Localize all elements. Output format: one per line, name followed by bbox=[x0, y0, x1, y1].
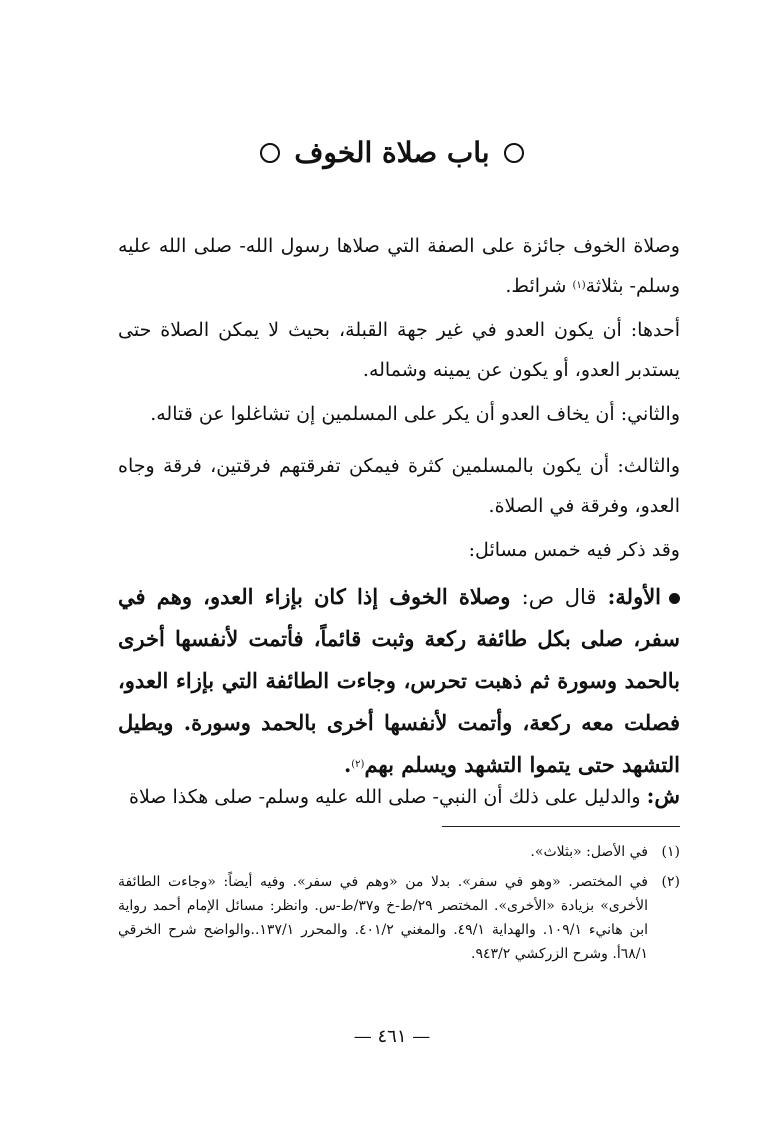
chapter-heading bbox=[0, 136, 784, 169]
footnote-item bbox=[118, 840, 680, 864]
paragraph-explanation bbox=[118, 776, 680, 817]
paragraph-condition-1: أحدها: أن يكون العدو في غير جهة القبلة، بحيث لا يمكن الصلاة حتى يستدبر العدو، أو يكون عن يمينه وشماله. bbox=[118, 319, 680, 381]
paragraph-text: شرائط. bbox=[505, 275, 567, 297]
bullet-icon bbox=[669, 593, 680, 604]
main-text bbox=[118, 446, 680, 526]
circle-ornament-icon bbox=[504, 143, 524, 163]
chapter-title: باب صلاة الخوف bbox=[294, 136, 490, 169]
paragraph-text: وصلاة الخوف جائزة على الصفة التي صلاها رسول الله- صلى الله عليه وسلم- بثلاثة bbox=[118, 235, 680, 297]
paragraph-issues-intro: وقد ذكر فيه خمس مسائل: bbox=[468, 539, 680, 561]
footnote-ref: (١) bbox=[572, 280, 586, 291]
paragraph-intro bbox=[118, 226, 680, 306]
paragraph-first-issue bbox=[118, 576, 680, 786]
issue-end: . bbox=[343, 752, 352, 777]
issue-intro: قال ص: bbox=[521, 585, 597, 609]
footnote-item bbox=[118, 870, 680, 966]
page-number: — ٤٦١ — bbox=[353, 1026, 431, 1047]
paragraph-condition-2: والثاني: أن يخاف العدو أن يكر على المسلمين إن تشاغلوا عن قتاله. bbox=[150, 403, 680, 425]
main-text bbox=[118, 530, 680, 570]
issue-label: الأولة: bbox=[607, 584, 662, 609]
main-text bbox=[118, 776, 680, 817]
issue-text: وصلاة الخوف إذا كان بإزاء العدو، وهم في سفر، صلى بكل طائفة ركعة وثبت قائماً، فأتمت لأنفسها أخرى بالحمد وسورة ثم ذهبت تحرس، وجاءت الطائفة التي بإزاء العدو، فصلت معه ركعة، وأتمت لأنفسها أخرى بالحمد وسورة. ويطيل التشهد حتى يتموا التشهد ويسلم بهم bbox=[118, 584, 680, 777]
explanation-text: والدليل على ذلك أن النبي- صلى الله عليه وسلم- صلى هكذا صلاة bbox=[129, 786, 641, 808]
footnote-text: في المختصر. «وهو في سفر». بدلا من «وهم في سفر». وفيه أيضاً: «وجاءت الطائفة الأخرى» بزيادة «الأخرى». المختصر ٢٩/ط-خ و٣٧/ط-س. وانظر: مسائل الإمام أحمد رواية ابن هانيء ١٠٩/١. والهداية ٤٩/١. والمغني ٤٠١/٢. والمحرر ١٣٧/١..والواضح شرح الخرقي ٦٨/١أ. وشرح الزركشي ٩٤٣/٢. bbox=[118, 874, 648, 962]
main-text bbox=[118, 394, 680, 434]
footnotes bbox=[118, 840, 680, 966]
footnote-ref: (٢) bbox=[351, 759, 365, 770]
footnote-text: في الأصل: «بثلاث». bbox=[530, 844, 648, 860]
main-text bbox=[118, 310, 680, 390]
circle-ornament-icon bbox=[260, 143, 280, 163]
explanation-label: ش: bbox=[646, 783, 680, 808]
footnote-number: (٢) bbox=[661, 874, 680, 890]
footnote-divider bbox=[442, 826, 680, 827]
main-text bbox=[118, 576, 680, 786]
main-text bbox=[118, 226, 680, 306]
paragraph-condition-3: والثالث: أن يكون بالمسلمين كثرة فيمكن تفرقتهم فرقتين، فرقة وجاه العدو، وفرقة في الصلاة. bbox=[118, 455, 680, 517]
footnote-number: (١) bbox=[661, 844, 680, 860]
